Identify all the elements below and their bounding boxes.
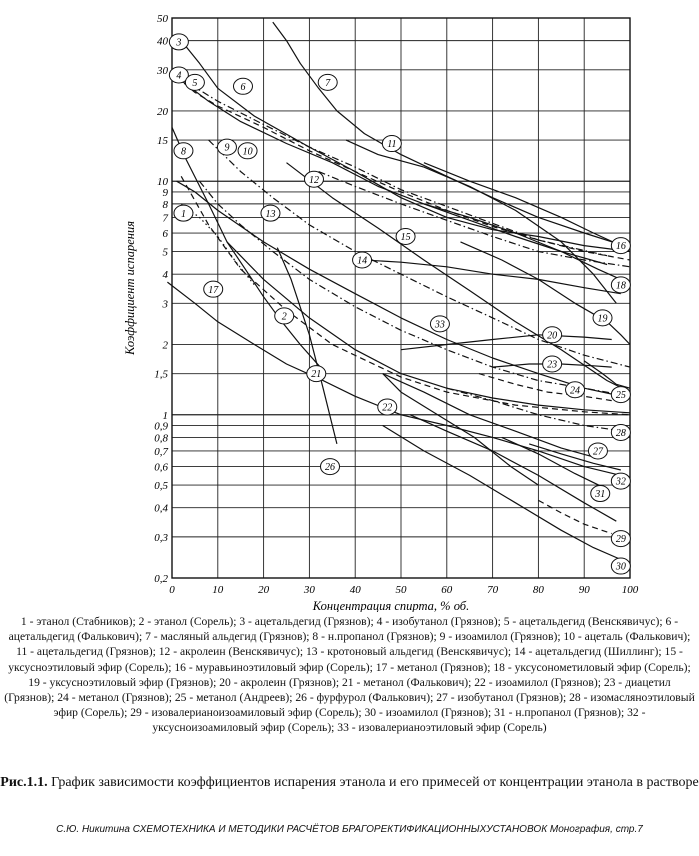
x-tick-label: 70 <box>487 584 499 596</box>
curve-label-12 <box>304 171 323 187</box>
y-tick-label: 8 <box>162 198 168 211</box>
x-tick-label: 60 <box>441 584 453 596</box>
curve-label-16 <box>611 238 630 254</box>
page-footer: С.Ю. Никитина СХЕМОТЕХНИКА И МЕТОДИКИ РАСЧЁТОВ БРАГОРЕКТИФИКАЦИОННЫХУСТАНОВОК Монография, стр.7 <box>56 824 643 835</box>
curve-label-text: 10 <box>242 146 253 158</box>
curve-label-text: 33 <box>434 319 445 331</box>
curve-label-text: 13 <box>265 208 276 220</box>
curve-label-text: 6 <box>240 81 246 93</box>
y-tick-label: 2 <box>162 339 168 352</box>
y-tick-label: 50 <box>157 13 168 25</box>
curve-label-text: 18 <box>615 280 626 292</box>
x-tick-label: 100 <box>621 584 639 596</box>
curve-label-text: 29 <box>615 534 626 546</box>
curve-label-text: 21 <box>311 369 322 381</box>
series-line-28 <box>447 388 617 430</box>
curve-label-9 <box>217 139 236 155</box>
curve-label-19 <box>593 310 612 326</box>
curve-label-11 <box>382 136 401 152</box>
curve-label-28 <box>611 424 630 440</box>
curve-label-text: 26 <box>325 462 336 474</box>
y-tick-label: 0,9 <box>154 420 168 433</box>
x-tick-label: 10 <box>212 584 224 596</box>
curve-label-10 <box>238 143 257 159</box>
figure-caption <box>0 774 699 791</box>
x-axis-label: Концентрация спирта, % об. <box>312 599 470 612</box>
curve-label-3 <box>169 34 188 50</box>
y-tick-label: 0,4 <box>154 502 168 515</box>
curve-label-8 <box>174 143 193 159</box>
y-tick-label: 30 <box>157 64 168 77</box>
series-line-30 <box>383 426 621 560</box>
y-tick-label: 0,2 <box>154 573 168 585</box>
y-tick-label: 0,7 <box>154 445 168 458</box>
curve-label-27 <box>588 443 607 459</box>
curve-label-15 <box>396 228 415 244</box>
y-tick-label: 1,5 <box>154 368 168 381</box>
curve-label-text: 12 <box>308 174 319 186</box>
curve-label-text: 23 <box>547 359 558 371</box>
y-tick-label: 3 <box>162 298 168 311</box>
curve-label-text: 24 <box>570 385 581 397</box>
curve-label-text: 19 <box>597 313 608 325</box>
x-tick-label: 90 <box>578 584 590 596</box>
curve-label-text: 17 <box>208 284 219 296</box>
chart-series <box>167 22 630 559</box>
series-line-33 <box>383 374 539 486</box>
y-tick-label: 10 <box>157 176 168 189</box>
legend-text: 1 - этанол (Стабников); 2 - этанол (Сорель); 3 - ацетальдегид (Грязнов); 4 - изобутанол (Грязнов); 5 - ацетальдегид (Венскявичус); 6 - ацетальдегид (Фалькович); 7 - масляный альдегид (Грязнов); 8 - н.пропанол (Грязнов); 9 - изоамилол (Грязнов); 10 - ацеталь (Фалькович); 11 - ацетальдегид (Грязнов); 12 - акролеин (Венскявичус); 13 - кротоновый альдегид (Венскявичус); 14 - ацетальдегид (Шиллинг); 15 - уксусноэтиловый эфир (Сорель); 16 - муравьиноэтиловый эфир (Сорель); 17 - метанол (Грязнов); 18 - уксусонометиловый эфир (Сорель); 19 - уксусноэтиловый эфир (Грязнов); 20 - акролеин (Грязнов); 21 - метанол (Фалькович); 22 - изоамилол (Грязнов); 23 - диацетил (Грязнов); 24 - метанол (Грязнов); 25 - метанол (Андреев); 26 - фурфурол (Фалькович); 27 - изобутанол (Грязнов); 28 - изомасляноэтиловый эфир (Сорель); 29 - изовалерианоизоамиловый эфир (Сорель); 30 - изоамилол (Грязнов); 31 - н.пропанол (Грязнов); 32 - уксусноизоамиловый эфир (Сорель); 33 - изовалерианоэтиловый эфир (Сорель) <box>4 615 695 735</box>
y-tick-label: 5 <box>162 246 168 259</box>
y-tick-label: 9 <box>162 186 168 199</box>
x-tick-label: 0 <box>169 584 175 596</box>
chart-grid <box>172 18 630 578</box>
curve-label-text: 1 <box>180 208 186 220</box>
curve-labels <box>169 34 630 574</box>
curve-label-6 <box>233 78 252 94</box>
curve-label-text: 14 <box>357 255 368 267</box>
y-tick-label: 4 <box>162 269 168 282</box>
x-tick-label: 80 <box>532 584 544 596</box>
curve-label-17 <box>204 281 223 297</box>
curve-label-text: 25 <box>615 390 626 402</box>
curve-label-2 <box>275 308 294 324</box>
curve-label-text: 11 <box>387 139 397 151</box>
curve-label-text: 30 <box>615 561 626 573</box>
curve-label-33 <box>430 316 449 332</box>
x-tick-label: 40 <box>349 584 361 596</box>
y-tick-label: 15 <box>157 135 168 148</box>
curve-label-text: 5 <box>192 77 198 89</box>
y-tick-label: 1 <box>162 409 168 422</box>
x-tick-label: 30 <box>303 584 315 596</box>
curve-label-29 <box>611 531 630 547</box>
series-line-15 <box>287 163 631 392</box>
curve-label-text: 8 <box>180 146 186 158</box>
curve-label-24 <box>566 382 585 398</box>
curve-label-text: 9 <box>224 142 230 154</box>
curve-label-text: 28 <box>615 428 626 440</box>
curve-label-32 <box>611 473 630 489</box>
curve-label-text: 31 <box>595 489 606 501</box>
x-tick-label: 20 <box>258 584 270 596</box>
curve-label-text: 20 <box>547 330 558 342</box>
y-tick-label: 6 <box>162 228 168 241</box>
y-tick-label: 20 <box>157 105 168 118</box>
curve-label-26 <box>321 459 340 475</box>
y-tick-label: 7 <box>162 212 168 225</box>
series-line-24 <box>479 374 612 401</box>
y-tick-label: 0,8 <box>154 432 168 445</box>
curve-label-text: 32 <box>615 476 626 488</box>
x-tick-label: 50 <box>395 584 407 596</box>
y-tick-label: 0,3 <box>154 531 168 544</box>
series-line-29 <box>538 500 611 533</box>
curve-label-22 <box>378 399 397 415</box>
series-line-20 <box>401 335 612 350</box>
curve-label-text: 2 <box>281 311 287 323</box>
y-tick-label: 0,5 <box>154 480 168 493</box>
curve-label-1 <box>174 205 193 221</box>
curve-label-text: 27 <box>592 446 603 458</box>
curve-label-7 <box>318 74 337 90</box>
curve-label-text: 15 <box>400 232 411 244</box>
curve-label-21 <box>307 366 326 382</box>
curve-label-20 <box>543 327 562 343</box>
chart-axes <box>123 13 639 612</box>
series-line-25 <box>584 361 630 388</box>
curve-label-18 <box>611 277 630 293</box>
y-axis-label: Коэффициент испарения <box>123 220 137 356</box>
curve-label-30 <box>611 558 630 574</box>
figure-label: Рис.1.1. <box>0 775 48 790</box>
curve-label-text: 16 <box>615 241 626 253</box>
y-tick-label: 40 <box>157 35 168 48</box>
curve-label-14 <box>353 252 372 268</box>
curve-label-25 <box>611 387 630 403</box>
curve-label-23 <box>543 356 562 372</box>
curve-label-13 <box>261 205 280 221</box>
curve-label-31 <box>591 486 610 502</box>
figure-title: График зависимости коэффициентов испарения этанола и его примесей от концентрации этанола в растворе <box>47 775 699 790</box>
curve-label-text: 4 <box>176 70 182 82</box>
curve-label-text: 3 <box>176 37 182 49</box>
y-tick-label: 0,6 <box>154 461 168 474</box>
curve-label-5 <box>185 74 204 90</box>
curve-label-text: 7 <box>325 77 331 89</box>
curve-label-text: 22 <box>382 402 393 414</box>
series-line-21 <box>227 242 323 370</box>
